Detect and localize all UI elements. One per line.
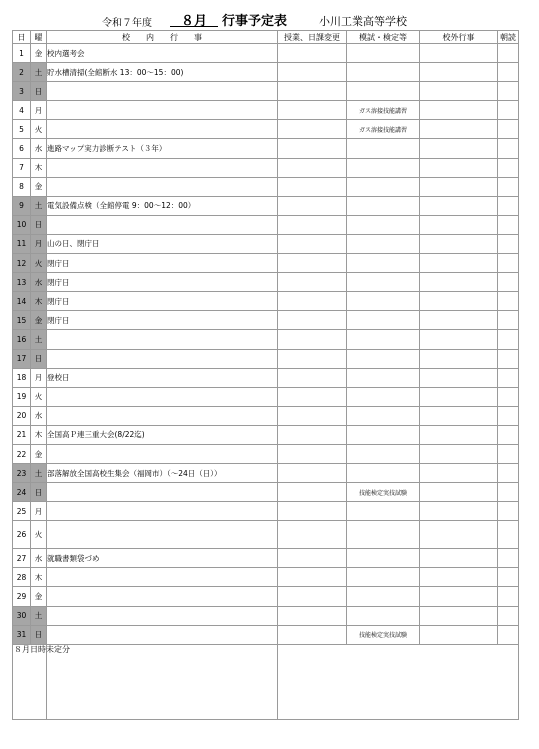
col-morning-reading: 朝読 — [498, 31, 519, 44]
morning-reading — [498, 568, 519, 587]
weekday: 日 — [31, 349, 47, 368]
exam-event — [347, 368, 420, 387]
exam-event — [347, 349, 420, 368]
school-event — [47, 349, 278, 368]
school-event — [47, 177, 278, 196]
weekday: 水 — [31, 549, 47, 568]
external-event — [420, 368, 498, 387]
day-row — [13, 101, 519, 120]
class-change — [278, 444, 347, 463]
external-event — [420, 44, 498, 63]
day-row — [13, 425, 519, 444]
school-event — [47, 502, 278, 521]
day-number: 5 — [13, 120, 31, 139]
weekday: 金 — [31, 177, 47, 196]
col-day: 日 — [13, 31, 31, 44]
day-number: 9 — [13, 196, 31, 215]
morning-reading — [498, 368, 519, 387]
undecided-label: ８月日時未定分 — [13, 644, 47, 719]
weekday: 土 — [31, 330, 47, 349]
exam-event — [347, 139, 420, 158]
undecided-row — [13, 644, 519, 719]
school-name: 小川工業高等学校 — [319, 15, 407, 28]
class-change — [278, 406, 347, 425]
school-event — [47, 606, 278, 625]
day-row — [13, 368, 519, 387]
school-event: 校内選考会 — [47, 44, 278, 63]
exam-event — [347, 425, 420, 444]
morning-reading — [498, 82, 519, 101]
weekday: 日 — [31, 483, 47, 502]
weekday: 日 — [31, 82, 47, 101]
day-number: 28 — [13, 568, 31, 587]
external-event — [420, 196, 498, 215]
day-number: 10 — [13, 215, 31, 234]
morning-reading — [498, 521, 519, 549]
col-weekday: 曜 — [31, 31, 47, 44]
external-event — [420, 177, 498, 196]
weekday: 金 — [31, 444, 47, 463]
external-event — [420, 120, 498, 139]
exam-event — [347, 521, 420, 549]
class-change — [278, 483, 347, 502]
day-row — [13, 406, 519, 425]
external-event — [420, 387, 498, 406]
class-change — [278, 158, 347, 177]
morning-reading — [498, 158, 519, 177]
school-event — [47, 568, 278, 587]
day-number: 13 — [13, 273, 31, 292]
day-number: 17 — [13, 349, 31, 368]
morning-reading — [498, 254, 519, 273]
school-event: 登校日 — [47, 368, 278, 387]
day-number: 15 — [13, 311, 31, 330]
day-row — [13, 158, 519, 177]
col-exams: 模試・検定等 — [347, 31, 420, 44]
undecided-other — [278, 644, 519, 719]
external-event — [420, 215, 498, 234]
class-change — [278, 464, 347, 483]
day-row — [13, 568, 519, 587]
day-number: 2 — [13, 63, 31, 82]
external-event — [420, 483, 498, 502]
exam-event — [347, 63, 420, 82]
day-row — [13, 625, 519, 644]
schedule-body — [13, 44, 519, 645]
exam-event — [347, 444, 420, 463]
day-number: 19 — [13, 387, 31, 406]
weekday: 日 — [31, 625, 47, 644]
day-number: 4 — [13, 101, 31, 120]
day-number: 11 — [13, 234, 31, 253]
school-event: 閉庁日 — [47, 311, 278, 330]
school-event — [47, 521, 278, 549]
exam-event — [347, 234, 420, 253]
day-row — [13, 502, 519, 521]
school-event — [47, 158, 278, 177]
class-change — [278, 568, 347, 587]
exam-event — [347, 587, 420, 606]
morning-reading — [498, 330, 519, 349]
class-change — [278, 139, 347, 158]
morning-reading — [498, 406, 519, 425]
external-event — [420, 406, 498, 425]
day-row — [13, 330, 519, 349]
weekday: 月 — [31, 101, 47, 120]
school-event — [47, 406, 278, 425]
exam-event — [347, 330, 420, 349]
weekday: 水 — [31, 406, 47, 425]
morning-reading — [498, 292, 519, 311]
school-event: 全国高Ｐ連三重大会(8/22迄) — [47, 425, 278, 444]
external-event — [420, 273, 498, 292]
day-number: 18 — [13, 368, 31, 387]
class-change — [278, 101, 347, 120]
class-change — [278, 44, 347, 63]
exam-event — [347, 549, 420, 568]
day-row — [13, 139, 519, 158]
external-event — [420, 464, 498, 483]
weekday: 土 — [31, 63, 47, 82]
school-event — [47, 120, 278, 139]
class-change — [278, 368, 347, 387]
school-event: 山の日、閉庁日 — [47, 234, 278, 253]
exam-event — [347, 254, 420, 273]
external-event — [420, 425, 498, 444]
exam-event — [347, 273, 420, 292]
day-row — [13, 120, 519, 139]
col-class-changes: 授業、日課変更 — [278, 31, 347, 44]
class-change — [278, 177, 347, 196]
day-number: 29 — [13, 587, 31, 606]
class-change — [278, 521, 347, 549]
school-event — [47, 625, 278, 644]
school-event: 貯水槽清掃(全館断水 13：00～15：00) — [47, 63, 278, 82]
school-event: 電気設備点検（全館停電 9：00～12：00） — [47, 196, 278, 215]
class-change — [278, 215, 347, 234]
title-row — [0, 10, 539, 30]
day-row — [13, 63, 519, 82]
class-change — [278, 120, 347, 139]
external-event — [420, 158, 498, 177]
day-number: 31 — [13, 625, 31, 644]
weekday: 金 — [31, 44, 47, 63]
class-change — [278, 196, 347, 215]
exam-event: ガス溶接技能講習 — [347, 120, 420, 139]
exam-event — [347, 568, 420, 587]
class-change — [278, 625, 347, 644]
morning-reading — [498, 349, 519, 368]
day-number: 22 — [13, 444, 31, 463]
school-event: 閉庁日 — [47, 292, 278, 311]
class-change — [278, 387, 347, 406]
morning-reading — [498, 549, 519, 568]
morning-reading — [498, 234, 519, 253]
class-change — [278, 330, 347, 349]
class-change — [278, 82, 347, 101]
weekday: 月 — [31, 368, 47, 387]
weekday: 火 — [31, 387, 47, 406]
weekday: 木 — [31, 425, 47, 444]
weekday: 木 — [31, 292, 47, 311]
morning-reading — [498, 483, 519, 502]
day-number: 20 — [13, 406, 31, 425]
weekday: 月 — [31, 234, 47, 253]
school-event — [47, 387, 278, 406]
external-event — [420, 625, 498, 644]
day-number: 30 — [13, 606, 31, 625]
morning-reading — [498, 587, 519, 606]
exam-event: ガス溶接技能講習 — [347, 101, 420, 120]
school-event — [47, 215, 278, 234]
class-change — [278, 292, 347, 311]
weekday: 土 — [31, 606, 47, 625]
class-change — [278, 273, 347, 292]
exam-event — [347, 387, 420, 406]
morning-reading — [498, 273, 519, 292]
day-row — [13, 196, 519, 215]
exam-event — [347, 215, 420, 234]
external-event — [420, 82, 498, 101]
school-event: 閉庁日 — [47, 254, 278, 273]
day-number: 23 — [13, 464, 31, 483]
external-event — [420, 292, 498, 311]
external-event — [420, 549, 498, 568]
exam-event — [347, 292, 420, 311]
weekday: 木 — [31, 158, 47, 177]
weekday: 水 — [31, 139, 47, 158]
day-number: 6 — [13, 139, 31, 158]
morning-reading — [498, 44, 519, 63]
external-event — [420, 311, 498, 330]
external-event — [420, 502, 498, 521]
external-event — [420, 521, 498, 549]
class-change — [278, 254, 347, 273]
exam-event — [347, 82, 420, 101]
day-row — [13, 311, 519, 330]
class-change — [278, 606, 347, 625]
exam-event — [347, 406, 420, 425]
school-event: 進路マップ実力診断テスト（３年） — [47, 139, 278, 158]
weekday: 金 — [31, 311, 47, 330]
day-number: 24 — [13, 483, 31, 502]
morning-reading — [498, 502, 519, 521]
external-event — [420, 444, 498, 463]
morning-reading — [498, 101, 519, 120]
day-number: 12 — [13, 254, 31, 273]
day-row — [13, 292, 519, 311]
exam-event — [347, 196, 420, 215]
weekday: 日 — [31, 215, 47, 234]
document-title: 行事予定表 — [222, 14, 288, 29]
exam-event — [347, 177, 420, 196]
day-number: 14 — [13, 292, 31, 311]
day-number: 26 — [13, 521, 31, 549]
class-change — [278, 587, 347, 606]
external-event — [420, 234, 498, 253]
school-event: 閉庁日 — [47, 273, 278, 292]
day-row — [13, 464, 519, 483]
class-change — [278, 549, 347, 568]
exam-event — [347, 44, 420, 63]
day-row — [13, 521, 519, 549]
exam-event — [347, 311, 420, 330]
morning-reading — [498, 387, 519, 406]
day-row — [13, 549, 519, 568]
day-number: 21 — [13, 425, 31, 444]
col-school-events: 校 内 行 事 — [47, 31, 278, 44]
day-row — [13, 234, 519, 253]
weekday: 火 — [31, 120, 47, 139]
day-number: 3 — [13, 82, 31, 101]
weekday: 木 — [31, 568, 47, 587]
day-row — [13, 606, 519, 625]
class-change — [278, 311, 347, 330]
schedule-table — [12, 30, 519, 720]
morning-reading — [498, 177, 519, 196]
school-event — [47, 587, 278, 606]
month-label: ８月 — [170, 10, 218, 27]
day-number: 7 — [13, 158, 31, 177]
external-event — [420, 330, 498, 349]
day-row — [13, 387, 519, 406]
col-external-events: 校外行事 — [420, 31, 498, 44]
external-event — [420, 63, 498, 82]
morning-reading — [498, 625, 519, 644]
school-event: 部落解放全国高校生集会（福岡市）（～24日（日）） — [47, 464, 278, 483]
day-row — [13, 349, 519, 368]
class-change — [278, 425, 347, 444]
morning-reading — [498, 215, 519, 234]
external-event — [420, 568, 498, 587]
morning-reading — [498, 120, 519, 139]
morning-reading — [498, 196, 519, 215]
external-event — [420, 349, 498, 368]
morning-reading — [498, 139, 519, 158]
day-row — [13, 177, 519, 196]
day-number: 25 — [13, 502, 31, 521]
undecided-events — [47, 644, 278, 719]
day-number: 16 — [13, 330, 31, 349]
day-number: 1 — [13, 44, 31, 63]
exam-event: 技能検定実技試験 — [347, 625, 420, 644]
fiscal-year: 令和７年度 — [102, 18, 152, 29]
external-event — [420, 101, 498, 120]
day-number: 27 — [13, 549, 31, 568]
external-event — [420, 587, 498, 606]
morning-reading — [498, 444, 519, 463]
morning-reading — [498, 464, 519, 483]
class-change — [278, 234, 347, 253]
exam-event — [347, 158, 420, 177]
exam-event — [347, 502, 420, 521]
class-change — [278, 349, 347, 368]
school-event — [47, 330, 278, 349]
school-event — [47, 483, 278, 502]
weekday: 火 — [31, 521, 47, 549]
day-row — [13, 44, 519, 63]
external-event — [420, 606, 498, 625]
school-event: 就職書類袋づめ — [47, 549, 278, 568]
school-event — [47, 444, 278, 463]
school-event — [47, 101, 278, 120]
school-event — [47, 82, 278, 101]
class-change — [278, 63, 347, 82]
weekday: 月 — [31, 502, 47, 521]
day-row — [13, 273, 519, 292]
weekday: 火 — [31, 254, 47, 273]
exam-event — [347, 606, 420, 625]
day-row — [13, 483, 519, 502]
day-number: 8 — [13, 177, 31, 196]
weekday: 土 — [31, 196, 47, 215]
exam-event: 技能検定実技試験 — [347, 483, 420, 502]
morning-reading — [498, 425, 519, 444]
exam-event — [347, 464, 420, 483]
external-event — [420, 139, 498, 158]
external-event — [420, 254, 498, 273]
class-change — [278, 502, 347, 521]
day-row — [13, 82, 519, 101]
day-row — [13, 215, 519, 234]
morning-reading — [498, 606, 519, 625]
day-row — [13, 587, 519, 606]
header-row — [13, 31, 519, 44]
weekday: 土 — [31, 464, 47, 483]
day-row — [13, 254, 519, 273]
morning-reading — [498, 63, 519, 82]
weekday: 水 — [31, 273, 47, 292]
morning-reading — [498, 311, 519, 330]
day-row — [13, 444, 519, 463]
weekday: 金 — [31, 587, 47, 606]
